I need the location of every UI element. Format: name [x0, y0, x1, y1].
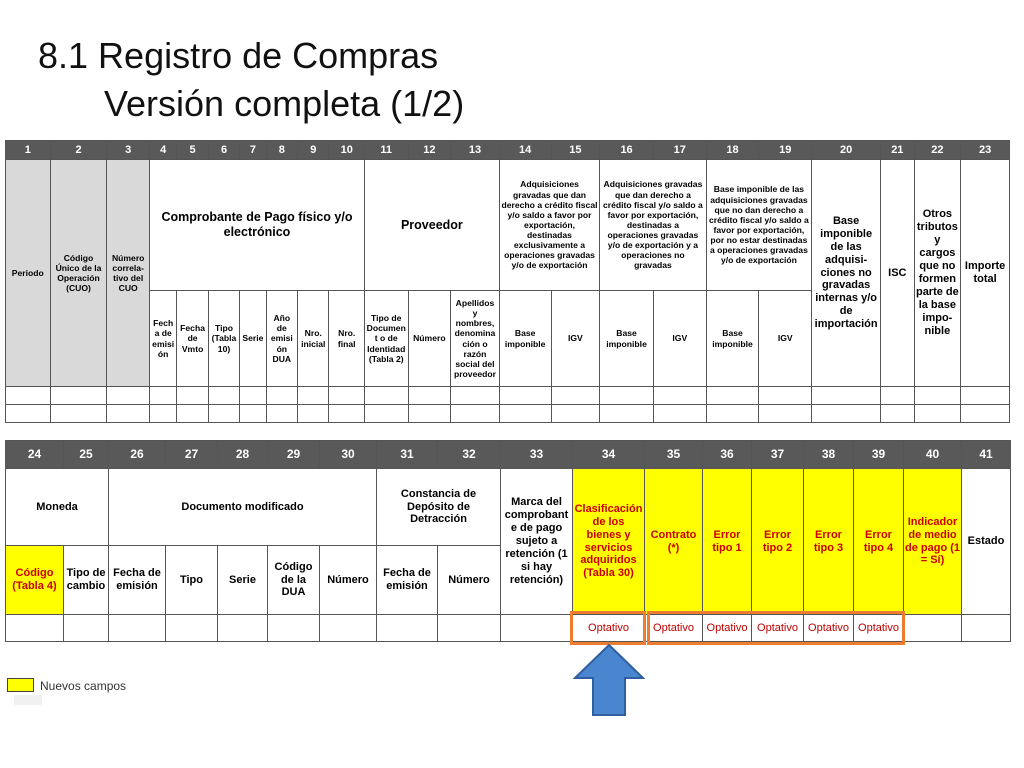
- header-razon-social: Apellidos y nombres, denomina ción o razón social del proveedor: [451, 291, 500, 387]
- column-number: 34: [573, 441, 645, 469]
- header-nro-final: Nro. final: [329, 291, 364, 387]
- column-number: 26: [109, 441, 166, 469]
- legend-label: Nuevos campos: [40, 679, 127, 693]
- optativo-label: Optativo: [703, 615, 752, 642]
- header-fecha-emision: Fech a de emisi ón: [149, 291, 176, 387]
- header-adq-no-dan-derecho: Base imponible de las adquisiciones gravadas que no dan derecho a crédito fiscal y/o saldo a favor por exportación, por no estar destinadas a operaciones gravadas y/o de exportación: [706, 160, 811, 291]
- column-number: 29: [268, 441, 320, 469]
- header-fecha-emision: Fecha de emisión: [109, 546, 166, 615]
- header-igv: IGV: [653, 291, 706, 387]
- column-number: 7: [240, 141, 266, 160]
- optativo-label: Optativo: [854, 615, 904, 642]
- header-fecha-vmto: Fecha de Vmto: [177, 291, 208, 387]
- header-serie: Serie: [218, 546, 268, 615]
- header-base-imponible: Base imponible: [706, 291, 759, 387]
- column-number: 40: [904, 441, 962, 469]
- header-otros-tributos: Otros tributos y cargos que no formen parte de la base impo-nible: [914, 160, 961, 387]
- up-arrow-icon: [573, 642, 645, 718]
- column-number: 27: [166, 441, 218, 469]
- header-tipo-documento: Tipo de Document o de Identidad (Tabla 2): [364, 291, 408, 387]
- header-constancia-detraccion: Constancia de Depósito de Detracción: [377, 469, 501, 546]
- column-number: 13: [451, 141, 500, 160]
- header-importe-total: Importe total: [961, 160, 1010, 387]
- highlight-box-optativos: [647, 611, 905, 645]
- empty-row: [6, 387, 1010, 405]
- column-number: 5: [177, 141, 208, 160]
- header-error-tipo-4: Error tipo 4: [854, 469, 904, 615]
- header-comprobante: Comprobante de Pago físico y/o electrónico: [149, 160, 364, 291]
- page-title: [38, 36, 464, 124]
- header-anio-dua: Año de emisi ón DUA: [266, 291, 297, 387]
- column-number: 14: [499, 141, 551, 160]
- title-line-1: 8.1 Registro de Compras: [38, 35, 439, 76]
- compras-table-part-1: [5, 140, 1010, 423]
- header-periodo: Periodo: [6, 160, 51, 387]
- column-number: 32: [438, 441, 501, 469]
- optativo-label: Optativo: [573, 615, 645, 642]
- header-base-imponible: Base imponible: [499, 291, 551, 387]
- optativo-label: Optativo: [752, 615, 804, 642]
- highlight-box-clasificacion: [570, 611, 646, 645]
- column-number: 20: [812, 141, 881, 160]
- header-correlativo: Número correla-tivo del CUO: [107, 160, 150, 387]
- header-base-no-gravadas: Base imponible de las adquisi-ciones no gravadas internas y/o de importación: [812, 160, 881, 387]
- header-contrato: Contrato (*): [645, 469, 703, 615]
- column-number: 10: [329, 141, 364, 160]
- header-codigo-tabla-4: Código (Tabla 4): [6, 546, 64, 615]
- column-number: 15: [551, 141, 600, 160]
- header-igv: IGV: [759, 291, 812, 387]
- optativo-label: Optativo: [645, 615, 703, 642]
- column-number-row: [6, 441, 1011, 469]
- header-nro-inicial: Nro. inicial: [298, 291, 329, 387]
- header-serie: Serie: [240, 291, 266, 387]
- column-number: 3: [107, 141, 150, 160]
- header-cuo: Código Único de la Operación (CUO): [50, 160, 107, 387]
- column-number: 25: [64, 441, 109, 469]
- header-row-1: [6, 469, 1011, 546]
- header-moneda: Moneda: [6, 469, 109, 546]
- empty-row: [6, 405, 1010, 423]
- column-number: 33: [501, 441, 573, 469]
- column-number: 28: [218, 441, 268, 469]
- column-number: 1: [6, 141, 51, 160]
- header-error-tipo-2: Error tipo 2: [752, 469, 804, 615]
- column-number: 35: [645, 441, 703, 469]
- header-codigo-dua: Código de la DUA: [268, 546, 320, 615]
- column-number: 39: [854, 441, 904, 469]
- header-numero: Número: [438, 546, 501, 615]
- column-number: 30: [320, 441, 377, 469]
- header-indicador-pago: Indicador de medio de pago (1 = Sí): [904, 469, 962, 615]
- header-adq-mixta: Adquisiciones gravadas que dan derecho a crédito fiscal y/o saldo a favor por exportación, destinadas a operaciones gravadas y/o de exportación y a operaciones no gravadas: [600, 160, 706, 291]
- column-number: 38: [804, 441, 854, 469]
- header-numero: Número: [408, 291, 451, 387]
- column-number: 6: [208, 141, 239, 160]
- header-tipo: Tipo: [166, 546, 218, 615]
- header-base-imponible: Base imponible: [600, 291, 654, 387]
- column-number: 37: [752, 441, 804, 469]
- column-number: 36: [703, 441, 752, 469]
- header-row-1: [6, 160, 1010, 291]
- header-tipo: Tipo (Tabla 10): [208, 291, 239, 387]
- column-number: 9: [298, 141, 329, 160]
- header-estado: Estado: [962, 469, 1011, 615]
- column-number: 11: [364, 141, 408, 160]
- column-number: 41: [962, 441, 1011, 469]
- header-error-tipo-1: Error tipo 1: [703, 469, 752, 615]
- column-number: 18: [706, 141, 759, 160]
- legend-shadow: [14, 695, 42, 705]
- header-clasificacion: Clasificación de los bienes y servicios adquiridos (Tabla 30): [573, 469, 645, 615]
- header-isc: ISC: [881, 160, 914, 387]
- legend-swatch: [7, 678, 34, 692]
- header-proveedor: Proveedor: [364, 160, 499, 291]
- header-fecha-emision: Fecha de emisión: [377, 546, 438, 615]
- column-number: 4: [149, 141, 176, 160]
- header-igv: IGV: [551, 291, 600, 387]
- header-numero: Número: [320, 546, 377, 615]
- column-number: 16: [600, 141, 654, 160]
- column-number: 21: [881, 141, 914, 160]
- column-number: 19: [759, 141, 812, 160]
- column-number: 22: [914, 141, 961, 160]
- column-number: 2: [50, 141, 107, 160]
- header-tipo-cambio: Tipo de cambio: [64, 546, 109, 615]
- header-error-tipo-3: Error tipo 3: [804, 469, 854, 615]
- header-marca-retencion: Marca del comprobant e de pago sujeto a retención (1 si hay retención): [501, 469, 573, 615]
- column-number-row: [6, 141, 1010, 160]
- column-number: 23: [961, 141, 1010, 160]
- column-number: 31: [377, 441, 438, 469]
- column-number: 17: [653, 141, 706, 160]
- header-documento-modificado: Documento modificado: [109, 469, 377, 546]
- column-number: 12: [408, 141, 451, 160]
- column-number: 24: [6, 441, 64, 469]
- optativo-label: Optativo: [804, 615, 854, 642]
- title-line-2: Versión completa (1/2): [104, 83, 465, 124]
- column-number: 8: [266, 141, 297, 160]
- header-adq-exportacion: Adquisiciones gravadas que dan derecho a crédito fiscal y/o saldo a favor por exportación, destinadas exclusivamente a operaciones gravadas y/o de exportación: [499, 160, 599, 291]
